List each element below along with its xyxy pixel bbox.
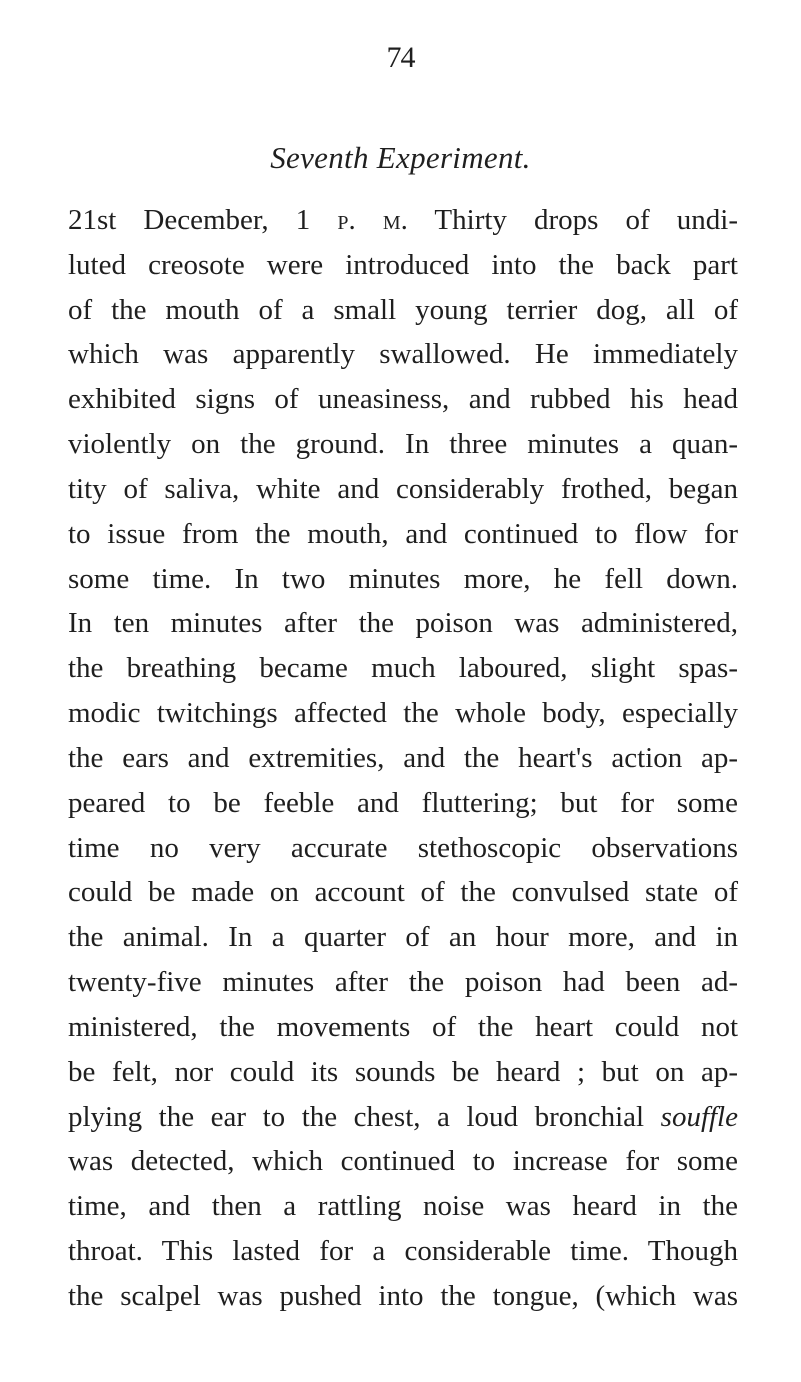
text-line: the ears and extremities, and the heart's action ap- [68,741,738,774]
text-line: to issue from the mouth, and continued to flow for [68,517,738,550]
text-line: which was apparently swallowed. He immediately [68,338,738,371]
text-line: violently on the ground. In three minutes a quan- [68,428,738,461]
text-line: some time. In two minutes more, he fell down. [68,562,738,595]
text-line: 21st December, 1 p. m. Thirty drops of undi- [68,204,739,236]
page-number: 74 [386,41,415,74]
text-line: twenty-five minutes after the poison had been ad- [68,966,738,999]
text-line: time, and then a rattling noise was heard in the [68,1190,738,1223]
text-line: the animal. In a quarter of an hour more, and in [68,921,738,954]
text-line: of the mouth of a small young terrier dog, all of [68,293,738,326]
text-line: time no very accurate stethoscopic observations [68,831,738,864]
text-line: be felt, nor could its sounds be heard ; but on ap- [68,1055,738,1088]
text-line: plying the ear to the chest, a loud bronchial souffle [68,1100,738,1133]
text-line: tity of saliva, white and considerably frothed, began [68,472,738,505]
text-line: the scalpel was pushed into the tongue, (which was [68,1279,738,1312]
text-line: exhibited signs of uneasiness, and rubbed his head [68,383,738,416]
text-line: ministered, the movements of the heart could not [68,1010,738,1043]
text-line: was detected, which continued to increase for some [68,1145,738,1178]
text-line: peared to be feeble and fluttering; but for some [68,786,738,819]
body-text [68,198,738,1319]
text-line: could be made on account of the convulsed state of [68,876,738,909]
text-line: modic twitchings affected the whole body, especially [68,697,738,730]
text-line: throat. This lasted for a considerable time. Though [68,1235,738,1268]
text-line: luted creosote were introduced into the back part [68,248,738,281]
section-heading: Seventh Experiment. [270,140,531,175]
text-line: In ten minutes after the poison was administered, [68,607,738,640]
text-line: the breathing became much laboured, slight spas- [68,652,738,685]
